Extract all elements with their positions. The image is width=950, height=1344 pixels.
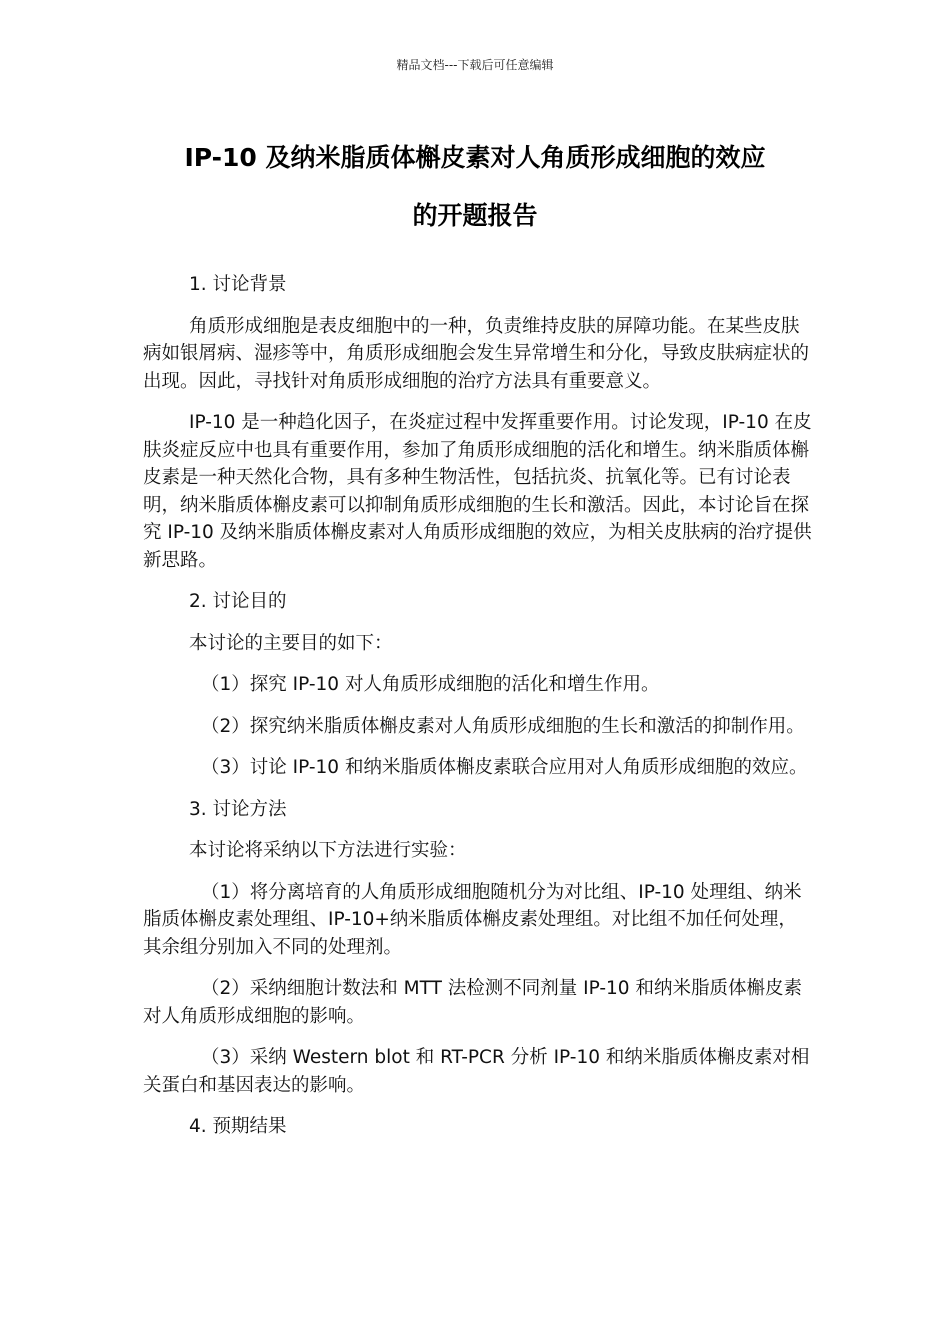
list-item: （2）采纳细胞计数法和 MTT 法检测不同剂量 IP-10 和纳米脂质体槲皮素对人角质形成细胞的影响。 bbox=[143, 978, 802, 1027]
section-heading-background: 1. 讨论背景 bbox=[189, 274, 287, 295]
paragraph: 角质形成细胞是表皮细胞中的一种，负责维持皮肤的屏障功能。在某些皮肤病如银屑病、湿疹等中，角质形成细胞会发生异常增生和分化，导致皮肤病症状的出现。因此，寻找针对角质形成细胞的治疗方法具有重要意义。 bbox=[143, 315, 810, 392]
section-heading-objectives: 2. 讨论目的 bbox=[189, 591, 287, 612]
section-heading-expected-results: 4. 预期结果 bbox=[189, 1116, 287, 1137]
section-heading-methods: 3. 讨论方法 bbox=[189, 798, 287, 820]
document-title-line-1: IP-10 及纳米脂质体槲皮素对人角质形成细胞的效应 bbox=[184, 143, 766, 172]
list-item: （1）探究 IP-10 对人角质形成细胞的活化和增生作用。 bbox=[201, 674, 660, 695]
list-item: （3）采纳 Western blot 和 RT-PCR 分析 IP-10 和纳米脂质体槲皮素对相关蛋白和基因表达的影响。 bbox=[143, 1047, 810, 1096]
document-title-line-2: 的开题报告 bbox=[412, 201, 538, 230]
document-body bbox=[143, 271, 813, 1155]
list-item: （1）将分离培育的人角质形成细胞随机分为对比组、IP-10 处理组、纳米脂质体槲皮素处理组、IP-10+纳米脂质体槲皮素处理组。对比组不加任何处理，其余组分别加入不同的处理剂。 bbox=[143, 881, 802, 958]
paragraph: IP-10 是一种趋化因子，在炎症过程中发挥重要作用。讨论发现，IP-10 在皮肤炎症反应中也具有重要作用，参加了角质形成细胞的活化和增生。纳米脂质体槲皮素是一种天然化合物，具有多种生物活性，包括抗炎、抗氧化等。已有讨论表明，纳米脂质体槲皮素可以抑制角质形成细胞的生长和激活。因此，本讨论旨在探究 IP-10 及纳米脂质体槲皮素对人角质形成细胞的效应，为相关皮肤病的治疗提供新思路。 bbox=[143, 412, 812, 571]
header-note: 精品文档---下载后可任意编辑 bbox=[396, 58, 554, 72]
list-item: （2）探究纳米脂质体槲皮素对人角质形成细胞的生长和激活的抑制作用。 bbox=[201, 715, 805, 737]
list-item: （3）讨论 IP-10 和纳米脂质体槲皮素联合应用对人角质形成细胞的效应。 bbox=[201, 757, 808, 778]
paragraph: 本讨论将采纳以下方法进行实验： bbox=[189, 840, 467, 861]
paragraph: 本讨论的主要目的如下： bbox=[189, 632, 393, 654]
